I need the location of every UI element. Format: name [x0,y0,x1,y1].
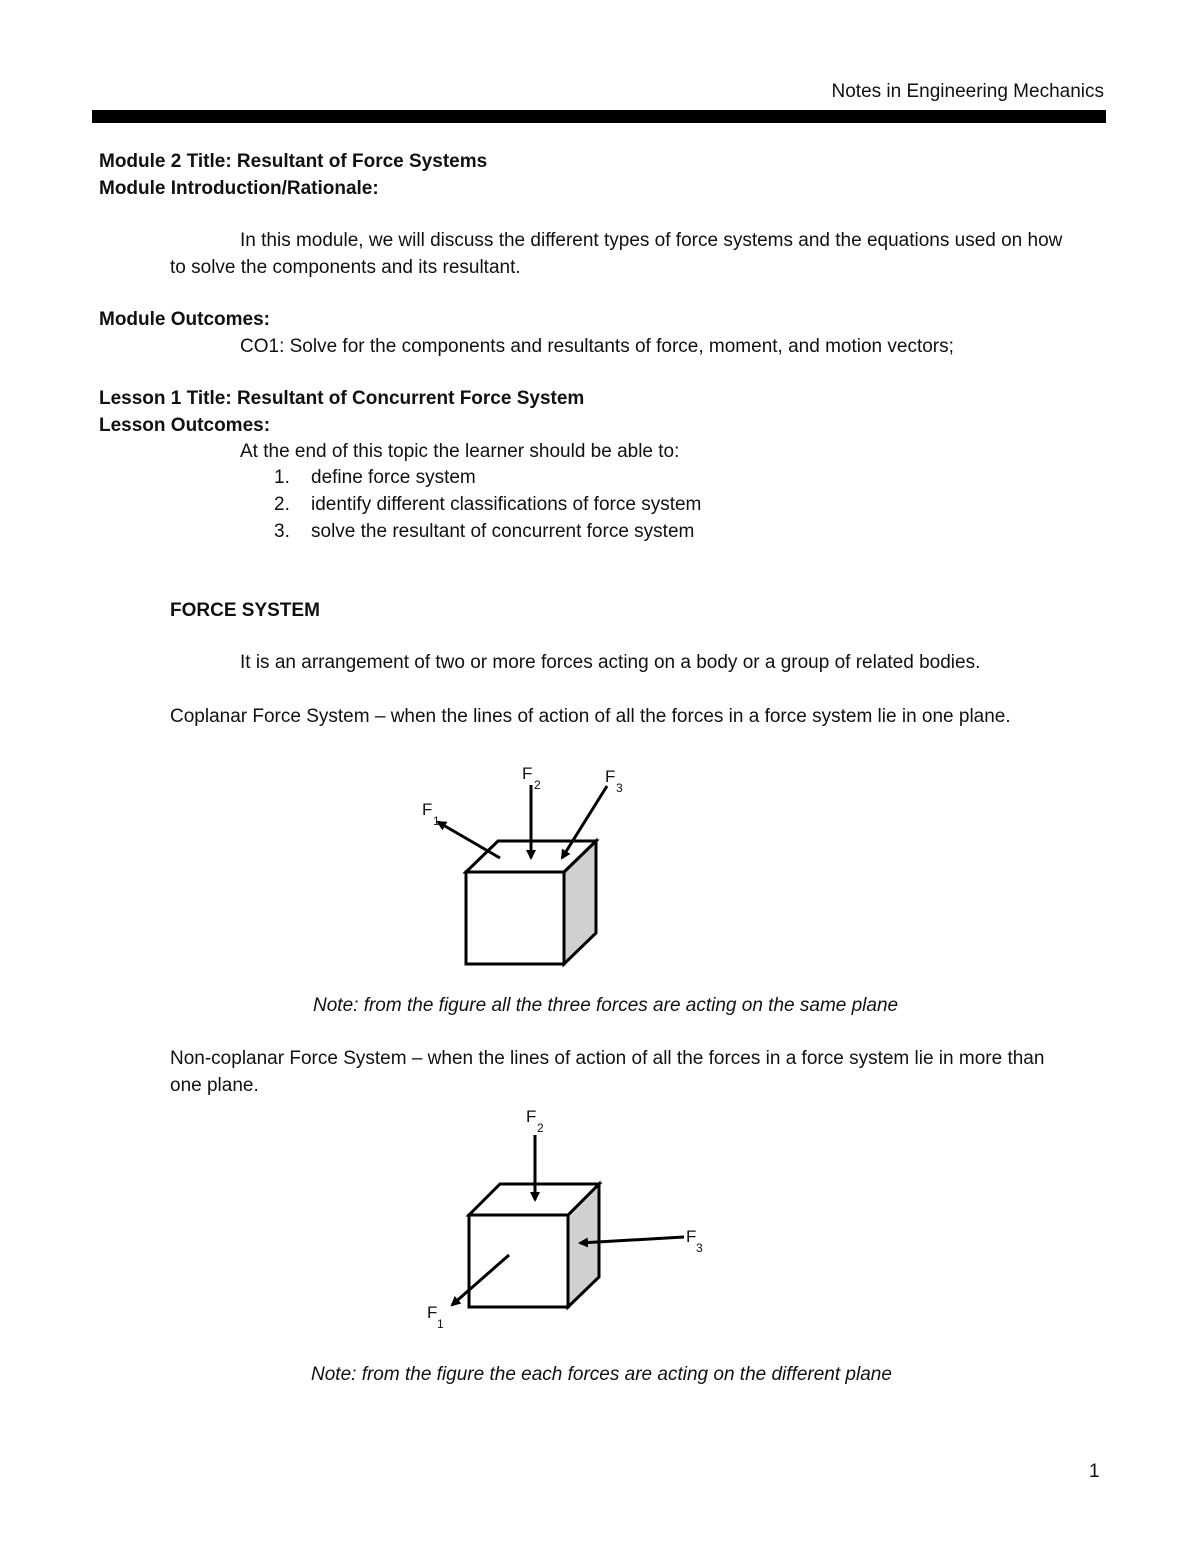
noncoplanar-note: Note: from the figure the each forces are acting on the different plane [311,1364,892,1385]
force-label-f1-subscript: 1 [433,814,440,828]
force-system-definition: It is an arrangement of two or more forces acting on a body or a group of related bodies. [240,652,981,673]
force-system-heading: FORCE SYSTEM [170,600,320,621]
force-label-f1-subscript: 1 [437,1317,444,1331]
force-label-f1: F [422,800,433,819]
header-title: Notes in Engineering Mechanics [831,81,1104,102]
header-rule [92,110,1106,123]
outcome-number: 1. [274,467,290,488]
cube-front-face [469,1215,568,1307]
module-intro-line2: to solve the components and its resultant. [170,257,521,278]
lesson-title: Lesson 1 Title: Resultant of Concurrent Force System [99,388,585,409]
page-number: 1 [1089,1461,1100,1482]
coplanar-definition: Coplanar Force System – when the lines of action of all the forces in a force system lie in one plane. [170,706,1011,727]
force-label-f2-subscript: 2 [534,778,541,792]
force-label-f2: F [522,764,533,783]
force-label-f3-subscript: 3 [616,781,623,795]
outcome-text: define force system [311,467,476,488]
lesson-outcomes-intro: At the end of this topic the learner should be able to: [240,441,680,462]
noncoplanar-definition-line2: one plane. [170,1075,259,1096]
noncoplanar-figure [400,1100,720,1340]
cube [466,841,596,964]
module-outcome-co1: CO1: Solve for the components and resultants of force, moment, and motion vectors; [240,336,954,357]
force-label-f3-subscript: 3 [696,1241,703,1255]
cube [469,1184,599,1307]
force-label-f2: F [526,1107,537,1126]
module-title: Module 2 Title: Resultant of Force Systems [99,151,488,172]
outcome-number: 2. [274,494,290,515]
outcome-number: 3. [274,521,290,542]
coplanar-figure [400,755,623,975]
coplanar-note: Note: from the figure all the three forces are acting on the same plane [313,995,899,1016]
noncoplanar-definition-line1: Non-coplanar Force System – when the lines of action of all the forces in a force system lie in more than [170,1048,1045,1069]
force-label-f1: F [427,1303,438,1322]
cube-front-face [466,872,564,964]
module-outcomes-label: Module Outcomes: [99,309,271,330]
lesson-outcomes-label: Lesson Outcomes: [99,415,271,436]
outcome-text: solve the resultant of concurrent force system [311,521,695,542]
force-label-f3: F [605,767,616,786]
force-label-f2-subscript: 2 [537,1121,544,1135]
module-intro-label: Module Introduction/Rationale: [99,178,379,199]
module-intro-line1: In this module, we will discuss the different types of force systems and the equations used on how [240,230,1063,251]
outcome-text: identify different classifications of force system [311,494,702,515]
force-label-f3: F [686,1227,697,1246]
force-arrow-f1 [438,822,500,858]
